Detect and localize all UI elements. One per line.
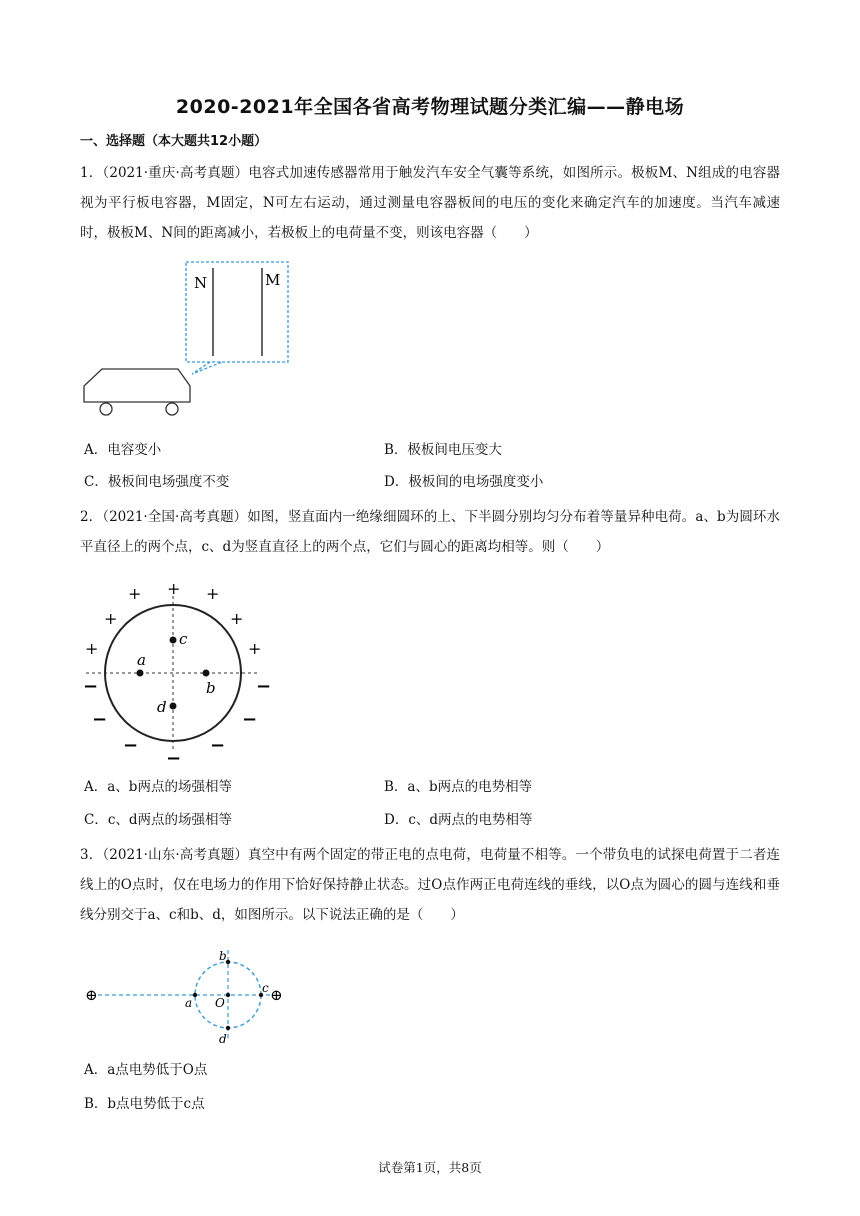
q3-option-b[interactable]: B．b点电势低于c点: [84, 1096, 205, 1112]
q1-option-b[interactable]: B．极板间电压变大: [384, 442, 502, 458]
q2-option-b[interactable]: B．a、b两点的电势相等: [384, 779, 533, 795]
point-c: [170, 637, 177, 644]
label-d: d: [157, 698, 167, 716]
label-d: d: [219, 1032, 227, 1046]
point-d: [226, 1026, 230, 1030]
label-m: M: [265, 271, 281, 289]
minus-sign: −: [256, 676, 272, 697]
label-a: a: [185, 996, 193, 1010]
minus-sign: −: [242, 709, 258, 730]
charged-ring-figure: [80, 578, 280, 769]
plus-sign: +: [104, 609, 118, 628]
q1-option-c[interactable]: C．极板间电场强度不变: [84, 474, 230, 490]
question-1-text: 1．（2021·重庆·高考真题）电容式加速传感器常用于触发汽车安全气囊等系统，如图所示。极板M、N组成的电容器视为平行板电容器，M固定，N可左右运动，通过测量电容器板间的电压的变化来确定汽车的加速度。当汽车减速时，极板M、N间的距离减小，若极板上的电荷量不变，则该电容器（ ）: [80, 165, 780, 241]
q3-option-a[interactable]: A．a点电势低于O点: [84, 1062, 208, 1078]
page-footer: 试卷第1页，共8页: [378, 1160, 482, 1175]
minus-sign: −: [210, 735, 226, 756]
positive-charge-left: ⊕: [85, 986, 98, 1004]
plus-sign: +: [206, 584, 220, 603]
page-title: 2020-2021年全国各省高考物理试题分类汇编——静电场: [175, 96, 685, 118]
positive-charge-right: ⊕: [270, 986, 283, 1004]
car-body: [84, 369, 190, 402]
point-charges-figure: [80, 944, 295, 1048]
point-d: [170, 703, 177, 710]
label-o: O: [215, 996, 225, 1010]
label-a: a: [137, 651, 146, 669]
section-heading: 一、选择题（本大题共12小题）: [80, 134, 268, 149]
callout-pointer: [192, 362, 222, 374]
label-c: c: [179, 630, 188, 648]
plus-sign: +: [248, 639, 262, 658]
minus-sign: −: [92, 709, 108, 730]
capacitor-car-figure: [82, 258, 302, 420]
plus-sign: +: [128, 584, 142, 603]
point-a: [137, 670, 144, 677]
label-n: N: [194, 274, 208, 292]
question-3-text: 3．（2021·山东·高考真题）真空中有两个固定的带正电的点电荷，电荷量不相等。一个带负电的试探电荷置于二者连线上的O点时，仅在电场力的作用下恰好保持静止状态。过O点作两正电荷连线的垂线，以O点为圆心的圆与连线和垂线分别交于a、c和b、d，如图所示。以下说法正确的是（ ）: [80, 847, 780, 923]
q1-option-d[interactable]: D．极板间的电场强度变小: [384, 474, 544, 490]
minus-sign: −: [123, 735, 139, 756]
q2-option-d[interactable]: D．c、d两点的电势相等: [384, 812, 533, 828]
minus-sign: −: [83, 676, 99, 697]
label-b: b: [219, 949, 227, 963]
plus-sign: +: [85, 639, 99, 658]
label-c: c: [262, 981, 269, 995]
q2-option-c[interactable]: C．c、d两点的场强相等: [84, 812, 233, 828]
car-wheel-left: [100, 403, 112, 415]
question-2-text: 2．（2021·全国·高考真题）如图，竖直面内一绝缘细圆环的上、下半圆分别均匀分布着等量异种电荷。a、b为圆环水平直径上的两个点，c、d为竖直直径上的两个点，它们与圆心的距离均相等。则（ ）: [80, 509, 780, 555]
car-wheel-right: [166, 403, 178, 415]
q1-option-a[interactable]: A．电容变小: [84, 442, 162, 458]
point-b: [203, 670, 210, 677]
point-a: [193, 993, 197, 997]
point-o: [226, 993, 230, 997]
minus-sign: −: [166, 748, 182, 769]
plus-sign: +: [167, 579, 181, 598]
label-b: b: [206, 679, 216, 697]
q2-option-a[interactable]: A．a、b两点的场强相等: [84, 779, 232, 795]
plus-sign: +: [230, 609, 244, 628]
